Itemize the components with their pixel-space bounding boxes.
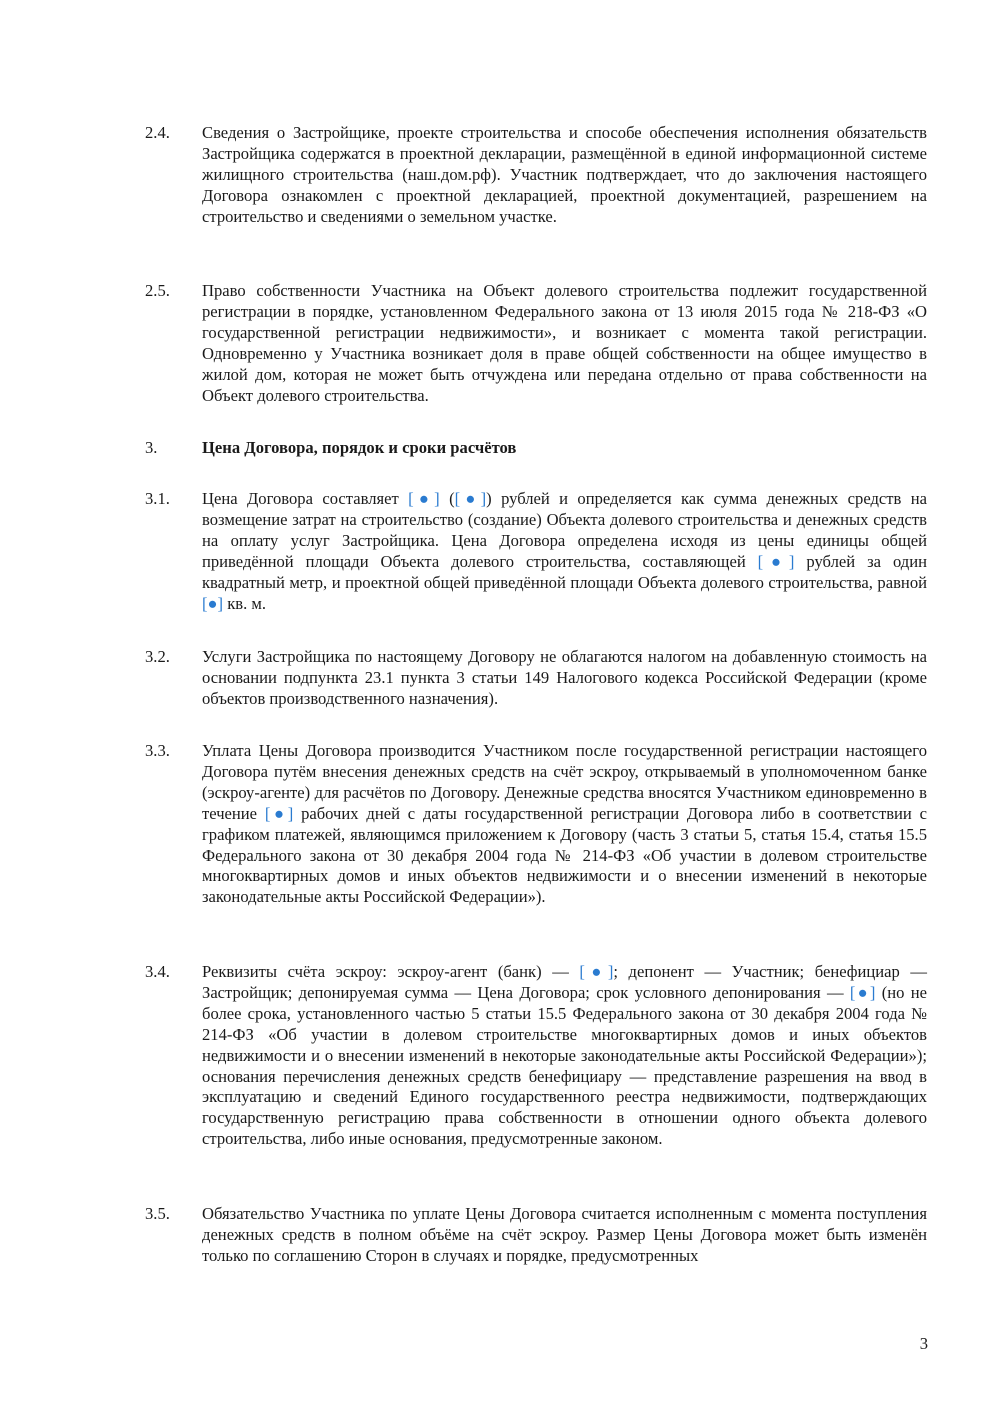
clause-2-5 bbox=[145, 281, 927, 406]
clause-text: Уплата Цены Договора производится Участником после государственной регистрации настоящего Договора путём внесения денежных средств на счёт эскроу, открываемый в уполномоченном банке (эскроу-агенте) для расчётов по Договору. Денежные средства вносятся Участником единовременно в течение [●] рабочих дней с даты государственной регистрации Договора либо в соответствии с графиком платежей, являющимся приложением к Договору (часть 3 статьи 5, статья 15.4, статья 15.5 Федерального закона от 30 декабря 2004 года № 214-ФЗ «Об участии в долевом строительстве многоквартирных домов и иных объектов недвижимости и о внесении изменений в некоторые законодательные акты Российской Федерации»). bbox=[202, 741, 927, 907]
clause-text: Обязательство Участника по уплате Цены Договора считается исполненным с момента поступления денежных средств в полном объёме на счёт эскроу. Размер Цены Договора может быть изменён только по соглашению Сторон в случаях и порядке, предусмотренных bbox=[202, 1204, 927, 1265]
clause-3-5 bbox=[145, 1204, 927, 1267]
clause-number: 2.5. bbox=[145, 281, 170, 300]
clause-number: 2.4. bbox=[145, 123, 170, 142]
clause-number: 3.5. bbox=[145, 1204, 170, 1223]
clause-2-4 bbox=[145, 123, 927, 228]
section-title: Цена Договора, порядок и сроки расчётов bbox=[202, 438, 517, 457]
placeholder-marker: [●] bbox=[408, 489, 440, 508]
clause-3-4 bbox=[145, 962, 927, 1150]
clause-3-2 bbox=[145, 647, 927, 710]
section-heading-3 bbox=[145, 438, 927, 459]
page-number: 3 bbox=[919, 1334, 928, 1353]
placeholder-marker: [●] bbox=[849, 982, 876, 1002]
placeholder-marker: [●] bbox=[202, 593, 224, 613]
placeholder-marker: [●] bbox=[454, 489, 487, 508]
clause-text: Цена Договора составляет [●] ([●]) рублей и определяется как сумма денежных средств на возмещение затрат на строительство (создание) Объекта долевого строительства и денежных средств на оплату услуг Застройщика. Цена Договора определена исходя из цены единицы общей приведённой площади Объекта долевого строительства, составляющей [●] рублей за один квадратный метр, и проектной общей приведённой площади Объекта долевого строительства, равной [●] кв. м. bbox=[202, 489, 927, 613]
clause-number: 3.1. bbox=[145, 489, 170, 508]
clause-number: 3.2. bbox=[145, 647, 170, 666]
clause-text: Право собственности Участника на Объект долевого строительства подлежит государственной регистрации в порядке, установленном Федерального закона от 13 июля 2015 года № 218-ФЗ «О государственной регистрации недвижимости», и возникает с момента такой регистрации. Одновременно у Участника возникает доля в праве общей собственности на общее имущество в жилой дом, которая не может быть отчуждена или передана отдельно от права собственности на Объект долевого строительства. bbox=[202, 281, 927, 405]
clause-text: Реквизиты счёта эскроу: эскроу-агент (банк) — [●]; депонент — Участник; бенефициар — Застройщик; депонируемая сумма — Цена Договора; срок условного депонирования — [●] (но не более срока, установленного частью 5 статьи 15.5 Федерального закона от 30 декабря 2004 года № 214-ФЗ «Об участии в долевом строительстве многоквартирных домов и иных объектов недвижимости и о внесении изменений в некоторые законодательные акты Российской Федерации»); основания перечисления денежных средств бенефициару — представление разрешения на ввод в эксплуатацию и сведений Единого государственного реестра недвижимости, подтверждающих государственную регистрацию права собственности в отношении одного объекта долевого строительства, либо иные основания, предусмотренные законом. bbox=[202, 962, 928, 1149]
clause-text: Услуги Застройщика по настоящему Договору не облагаются налогом на добавленную стоимость на основании подпункта 23.1 пункта 3 статьи 149 Налогового кодекса Российской Федерации (кроме объектов производственного назначения). bbox=[202, 647, 927, 708]
clause-number: 3.3. bbox=[145, 741, 170, 760]
clause-text: Сведения о Застройщике, проекте строительства и способе обеспечения исполнения обязательств Застройщика содержатся в проектной декларации, размещённой в единой информационной системе жилищного строительства (наш.дом.рф). Участник подтверждает, что до заключения настоящего Договора ознакомлен с проектной декларацией, проектной документацией, разрешением на строительство и сведениями о земельном участке. bbox=[202, 123, 927, 226]
placeholder-marker: [●] bbox=[757, 551, 795, 571]
clause-number: 3.4. bbox=[145, 962, 170, 981]
section-number: 3. bbox=[145, 438, 158, 457]
placeholder-marker: [●] bbox=[264, 803, 294, 823]
placeholder-marker: [●] bbox=[579, 962, 614, 981]
clause-3-3 bbox=[145, 741, 927, 908]
clause-3-1 bbox=[145, 489, 927, 614]
